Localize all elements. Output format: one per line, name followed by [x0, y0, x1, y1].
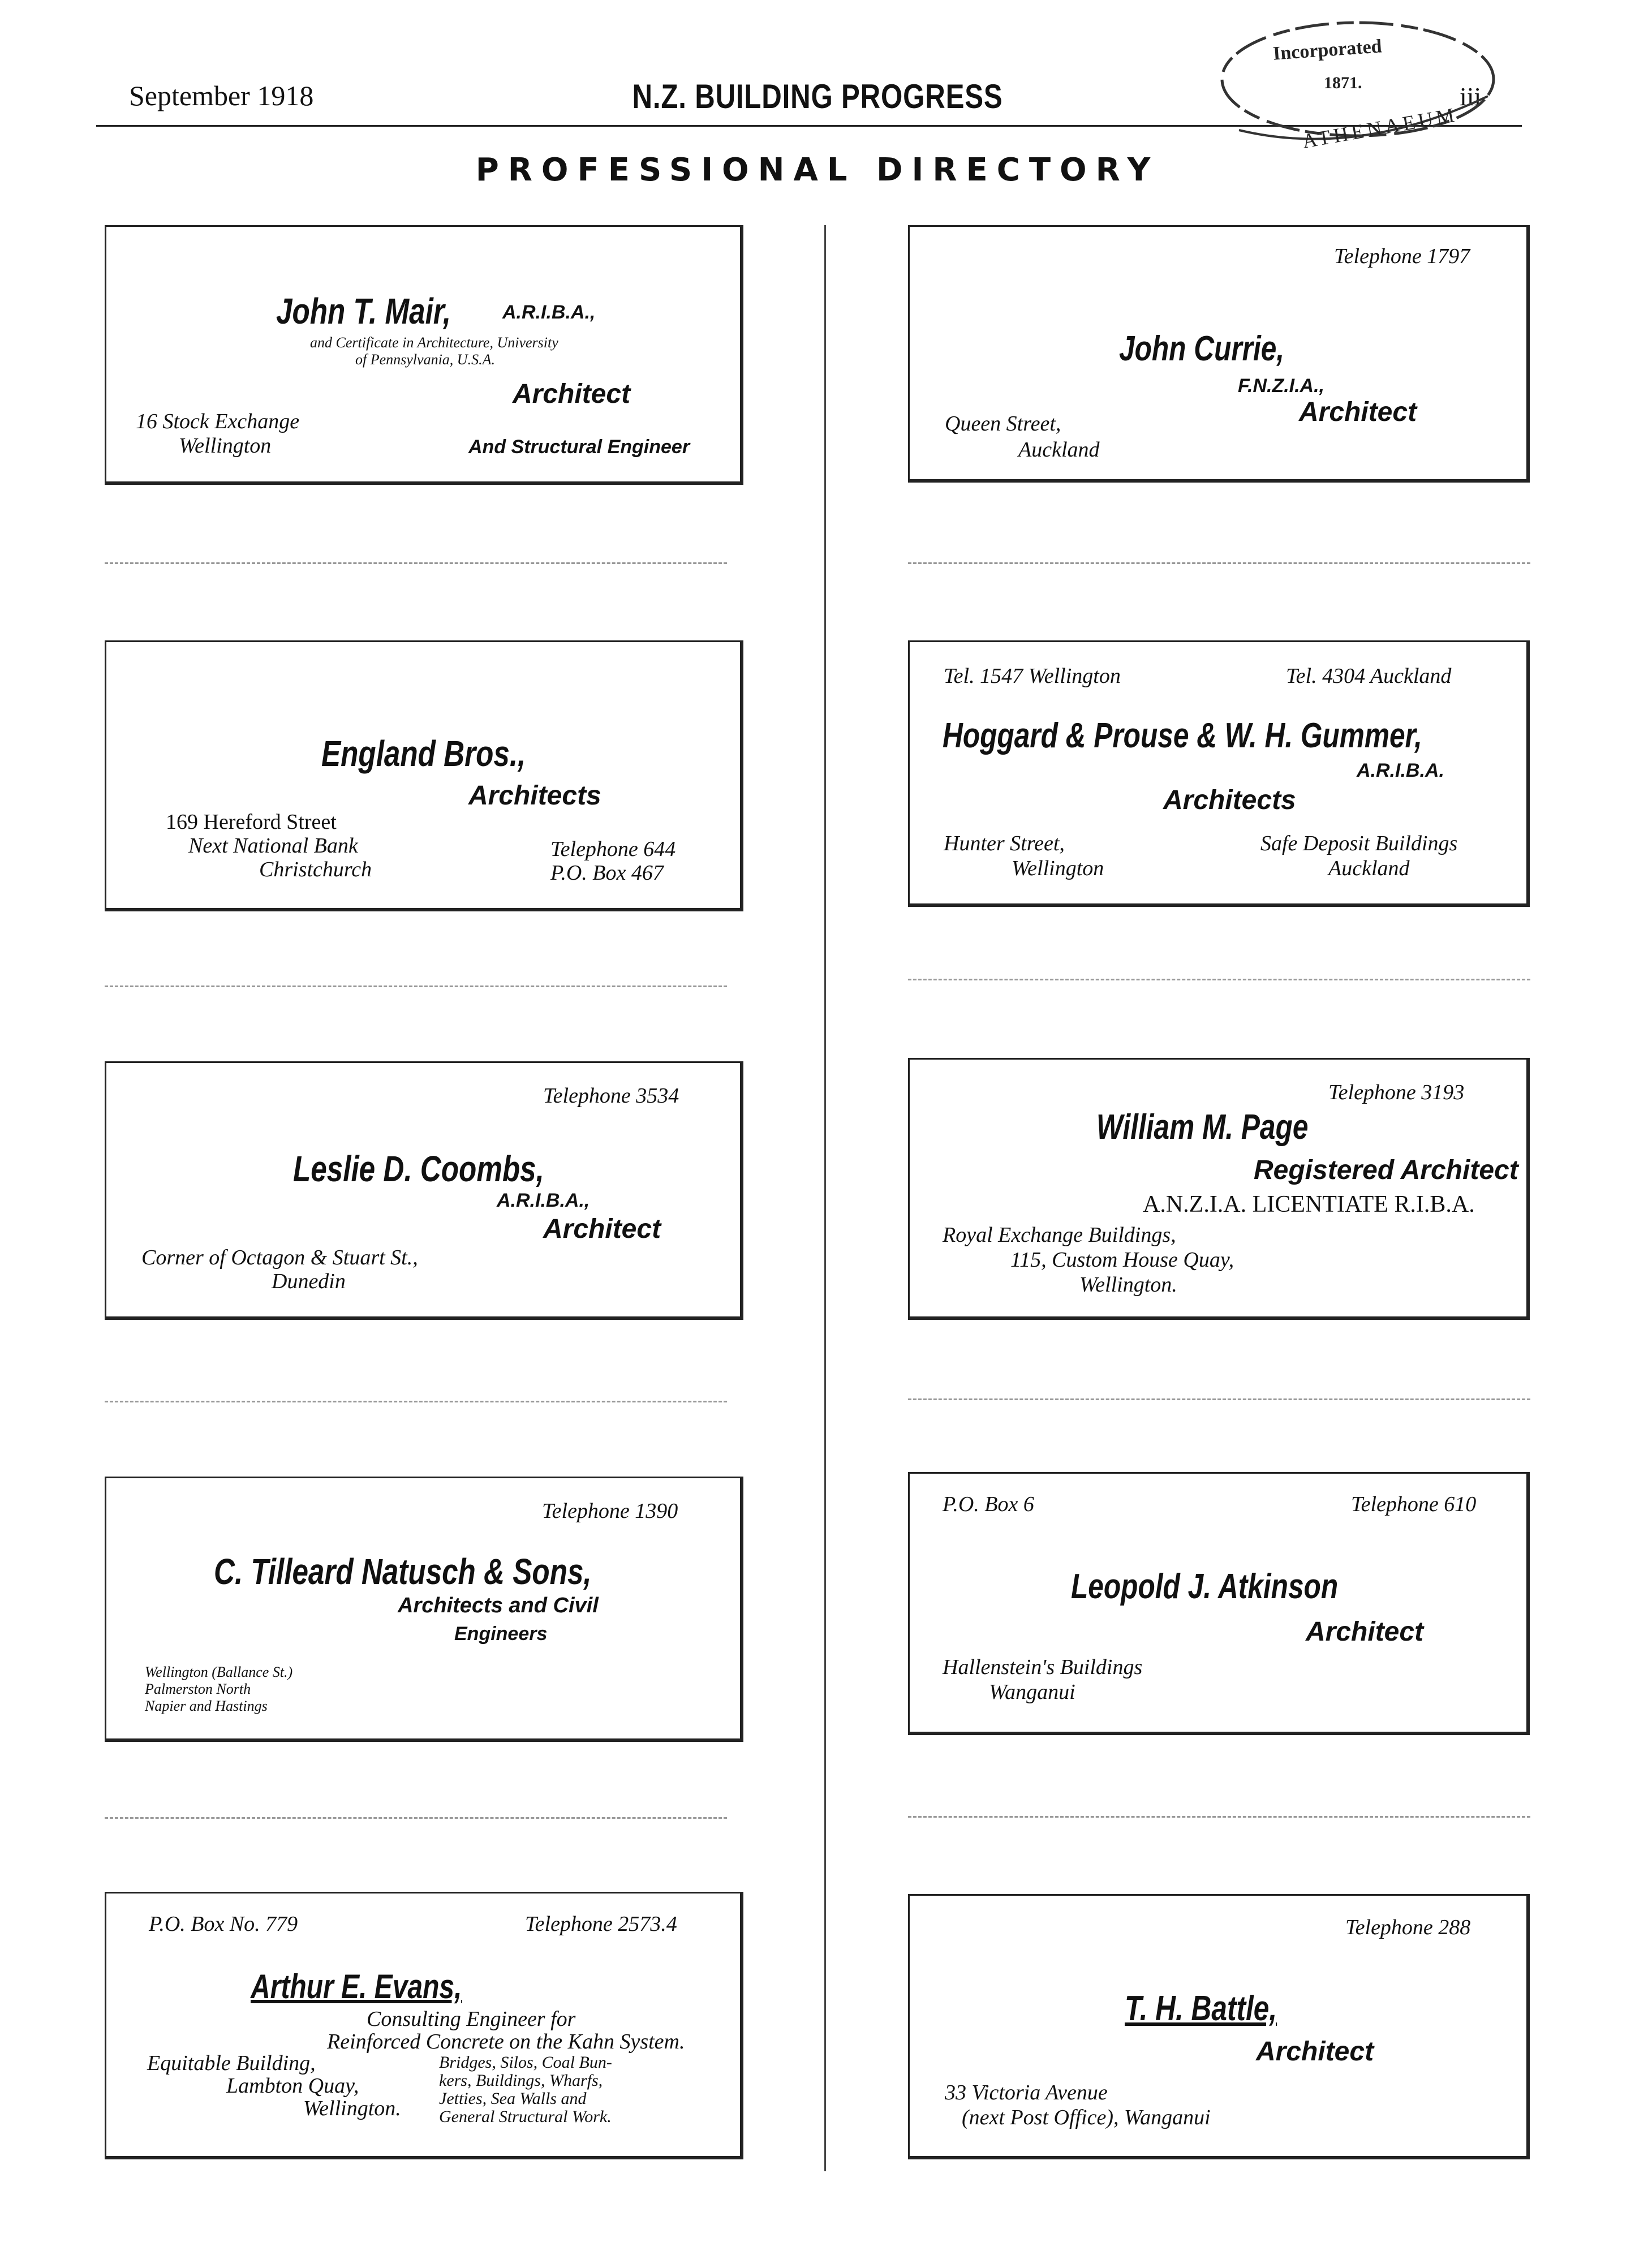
- card-name: Hoggard & Prouse & W. H. Gummer,: [943, 716, 1422, 755]
- card-note: of Pennsylvania, U.S.A.: [355, 351, 495, 368]
- card-address: Christchurch: [259, 858, 372, 881]
- card-profession: Architect: [513, 379, 631, 409]
- card-profession: Architect: [543, 1214, 661, 1244]
- directory-card-mair: [105, 225, 743, 485]
- card-qualifications: A.R.I.B.A.,: [497, 1190, 590, 1211]
- card-profession: Architect: [1299, 397, 1417, 427]
- card-address: 16 Stock Exchange: [136, 410, 300, 433]
- card-name: William M. Page: [1096, 1108, 1309, 1147]
- card-name: Leslie D. Coombs,: [293, 1148, 544, 1189]
- card-address: Lambton Quay,: [226, 2074, 359, 2098]
- directory-card-hoggard: [908, 640, 1530, 907]
- card-profession: Engineers: [454, 1623, 548, 1645]
- card-address: (next Post Office), Wanganui: [962, 2106, 1211, 2129]
- card-address: Safe Deposit Buildings: [1260, 832, 1458, 855]
- card-name: Leopold J. Atkinson: [1071, 1567, 1339, 1606]
- separator: [105, 1401, 727, 1402]
- card-name: C. Tilleard Natusch & Sons,: [214, 1551, 592, 1592]
- card-address: Hallenstein's Buildings: [943, 1655, 1143, 1679]
- card-telephone: Tel. 1547 Wellington: [944, 664, 1121, 688]
- card-address: Wellington.: [303, 2097, 401, 2120]
- card-address: Auckland: [1328, 857, 1410, 880]
- directory-card-coombs: [105, 1061, 743, 1320]
- card-description: Consulting Engineer for: [367, 2007, 576, 2031]
- card-address: Hunter Street,: [944, 832, 1065, 855]
- card-po-box: P.O. Box No. 779: [149, 1912, 298, 1936]
- separator: [105, 985, 727, 987]
- card-telephone: Telephone 1390: [542, 1499, 678, 1523]
- card-address: Wanganui: [989, 1680, 1075, 1704]
- card-profession: Architect: [1256, 2037, 1374, 2067]
- card-telephone: Telephone 1797: [1334, 244, 1470, 268]
- card-address: Dunedin: [272, 1269, 346, 1293]
- card-works: Bridges, Silos, Coal Bun-: [439, 2053, 612, 2072]
- card-address: 33 Victoria Avenue: [945, 2081, 1108, 2105]
- card-note: and Certificate in Architecture, University: [310, 334, 558, 351]
- card-profession: Architects and Civil: [398, 1594, 599, 1617]
- card-address: 115, Custom House Quay,: [1010, 1248, 1234, 1272]
- separator: [908, 1398, 1530, 1400]
- stamp-text-incorporated: Incorporated: [1272, 36, 1383, 64]
- card-profession: Architects: [1163, 785, 1296, 815]
- page-number: iii: [1460, 82, 1482, 111]
- card-telephone: Telephone 2573.4: [525, 1912, 677, 1936]
- card-telephone: Telephone 3534: [543, 1084, 679, 1108]
- card-profession: Registered Architect: [1254, 1155, 1518, 1185]
- separator: [105, 1817, 727, 1819]
- directory-card-evans: [105, 1892, 743, 2159]
- card-address: Wellington: [1012, 857, 1104, 880]
- card-description: Reinforced Concrete on the Kahn System.: [327, 2030, 685, 2054]
- card-name: England Bros.,: [321, 733, 526, 774]
- separator: [908, 562, 1530, 564]
- separator: [105, 562, 727, 564]
- directory-card-natusch: [105, 1477, 743, 1742]
- card-telephone: Telephone 288: [1345, 1916, 1471, 1939]
- card-telephone: Tel. 4304 Auckland: [1286, 664, 1452, 688]
- card-qualifications: A.N.Z.I.A. LICENTIATE R.I.B.A.: [1143, 1191, 1475, 1217]
- directory-card-england: [105, 640, 743, 911]
- card-qualifications: A.R.I.B.A.: [1357, 760, 1444, 781]
- card-profession: Architect: [1306, 1617, 1424, 1647]
- card-qualifications: F.N.Z.I.A.,: [1238, 375, 1324, 397]
- directory-card-page: [908, 1058, 1530, 1320]
- stamp-text-year: 1871.: [1324, 74, 1362, 92]
- card-address: Napier and Hastings: [145, 1698, 268, 1714]
- card-name: John Currie,: [1119, 329, 1285, 368]
- publication-title: N.Z. BUILDING PROGRESS: [632, 78, 1003, 115]
- card-address: Next National Bank: [188, 834, 358, 858]
- card-qualifications: A.R.I.B.A.,: [502, 302, 596, 323]
- card-name: T. H. Battle,: [1125, 1989, 1277, 2028]
- card-name: John T. Mair,: [276, 291, 451, 332]
- card-address: Queen Street,: [945, 412, 1061, 436]
- card-address: Palmerston North: [145, 1681, 251, 1697]
- card-address: Wellington (Ballance St.): [145, 1664, 293, 1680]
- section-title: PROFESSIONAL DIRECTORY: [475, 152, 1160, 188]
- separator: [908, 979, 1530, 980]
- card-address: Corner of Octagon & Stuart St.,: [141, 1246, 418, 1269]
- column-divider: [824, 225, 826, 2171]
- card-works: General Structural Work.: [439, 2107, 612, 2126]
- card-po-box: P.O. Box 467: [550, 861, 664, 885]
- directory-card-battle: [908, 1894, 1530, 2159]
- card-address: Wellington.: [1079, 1273, 1177, 1297]
- directory-card-currie: [908, 225, 1530, 483]
- card-address: Wellington: [179, 434, 272, 458]
- card-address: Royal Exchange Buildings,: [943, 1223, 1176, 1247]
- card-profession: Architects: [468, 781, 601, 811]
- card-works: Jetties, Sea Walls and: [439, 2089, 587, 2108]
- card-address: 169 Hereford Street: [166, 810, 337, 834]
- card-works: kers, Buildings, Wharfs,: [439, 2071, 603, 2090]
- card-address: Auckland: [1018, 438, 1100, 462]
- card-address: Equitable Building,: [147, 2051, 316, 2075]
- separator: [908, 1816, 1530, 1818]
- card-telephone: Telephone 610: [1351, 1492, 1477, 1516]
- card-po-box: P.O. Box 6: [943, 1492, 1034, 1516]
- card-extra: And Structural Engineer: [468, 436, 690, 458]
- card-telephone: Telephone 644: [550, 837, 676, 861]
- card-name: Arthur E. Evans,: [251, 1968, 462, 2006]
- issue-date: September 1918: [129, 80, 314, 111]
- card-telephone: Telephone 3193: [1328, 1081, 1465, 1104]
- stamp-text-athenaeum: ATHENAEUM: [1300, 103, 1460, 153]
- directory-card-atkinson: [908, 1472, 1530, 1735]
